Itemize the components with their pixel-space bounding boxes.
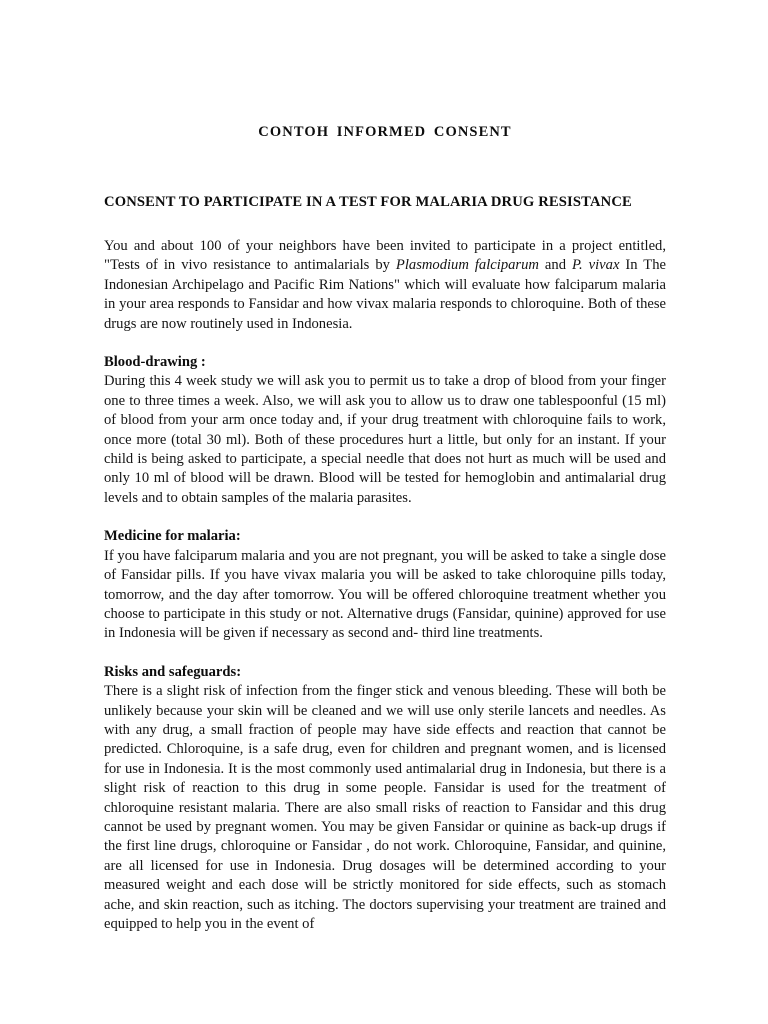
intro-text-part3: In The Indonesian Archipelago and Pacific Rim Nations" which will evaluate how falciparum malaria in your area responds to Fansidar and how vivax malaria responds to chloroquine. Both of these drugs are now routinely used in Indonesia. (104, 257, 666, 332)
species-name-vivax: P. vivax (571, 257, 620, 274)
section-risks-and-safeguards (104, 644, 666, 935)
page-title: CONTOH INFORMED CONSENT (258, 124, 512, 140)
document-content (104, 0, 666, 934)
section-body: There is a slight risk of infection from the finger stick and venous bleeding. These will both be unlikely because your skin will be cleaned and we will use only sterile lancets and needles. As with any drug, a small fraction of people may have side effects and reaction that cannot be predicted. Chloroquine, is a safe drug, even for children and pregnant women, and is licensed for use in Indonesia. It is the most commonly used antimalarial drug in Indonesia, but there is a slight risk of reaction to this drug in some people. Fansidar is used for the treatment of chloroquine resistant malaria. There are also small risks of reaction to Fansidar and this drug cannot be used by pregnant women. You may be given Fansidar or quinine as back-up drugs if the first line drugs, chloroquine or Fansidar , do not work. Chloroquine, Fansidar, and quinine, are all licensed for use in Indonesia. Drug dosages will be determined according to your measured weight and each dose will be strictly monitored for side effects, such as stomach ache, and skin reaction, such as itching. The doctors supervising your treatment are trained and equipped to help you in the event of (104, 683, 666, 932)
intro-paragraph (104, 211, 666, 334)
section-medicine-for-malaria (104, 508, 666, 643)
section-body: During this 4 week study we will ask you to permit us to take a drop of blood from your finger one to three times a week. Also, we will ask you to allow us to draw one tablespoonful (15 ml) of blood from your arm once today and, if your drug treatment with chloroquine fails to work, once more (total 30 ml). Both of these procedures hurt a little, but only for an instant. If your child is being asked to participate, a special needle that does not hurt as much will be used and only 10 ml of blood will be drawn. Blood will be tested for hemoglobin and antimalarial drug levels and to obtain samples of the malaria parasites. (104, 373, 666, 506)
section-body: If you have falciparum malaria and you are not pregnant, you will be asked to take a single dose of Fansidar pills. If you have vivax malaria you will be asked to take chloroquine pills today, tomorrow, and the day after tomorrow. You will be offered chloroquine treatment whether you choose to participate in this study or not. Alternative drugs (Fansidar, quinine) approved for use in Indonesia will be given if necessary as second and- third line treatments. (104, 547, 666, 642)
section-heading: Medicine for malaria: (104, 528, 241, 545)
section-heading: Blood-drawing : (104, 354, 206, 371)
intro-text-part1: You and about 100 of your neighbors have been invited to participate in a project entitled, "Tests of in vivo resistance to antimalarials by (104, 238, 666, 274)
section-blood-drawing (104, 334, 666, 508)
consent-subtitle: CONSENT TO PARTICIPATE IN A TEST FOR MALARIA DRUG RESISTANCE (104, 194, 632, 210)
species-name-falciparum: Plasmodium falciparum (395, 257, 539, 274)
intro-text-part2: and (538, 257, 572, 274)
section-heading: Risks and safeguards: (104, 663, 242, 680)
